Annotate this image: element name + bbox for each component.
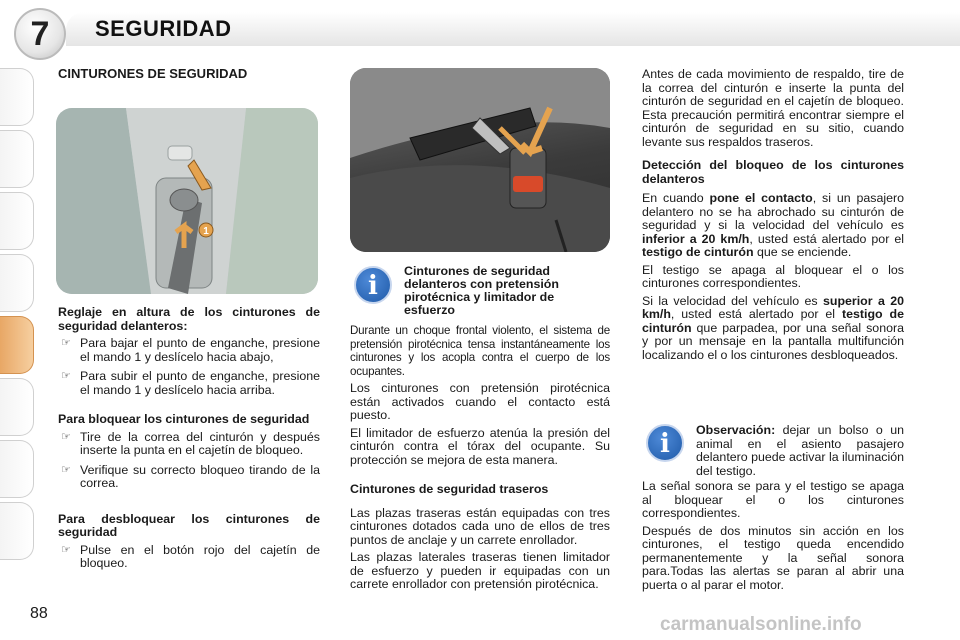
info-icon: i [354, 266, 392, 304]
photo-belt-height-adjuster-drawing [56, 108, 318, 294]
watermark: carmanualsonline.info [660, 614, 862, 635]
page-number: 88 [30, 605, 48, 622]
chapter-tab-active[interactable] [0, 316, 34, 374]
chapter-number: 7 [14, 8, 66, 60]
observation-note: Observación: dejar un bolso o un animal en el asiento pasajero delantero puede activar la iluminación del testigo. [696, 423, 905, 478]
pointer-hand-icon: ☞ [61, 463, 71, 476]
paragraph: Antes de cada movimiento de respaldo, tire de la correa del cinturón e inserte la punta del cinturón de seguridad en el cajetín de bloqueo. Esta precaución permitirá encontrar siempre el cinturón de seguridad en su sitio, cuando levante sus respaldos traseros. [642, 67, 904, 149]
column-right-bottom [642, 480, 904, 596]
info-title-pretensioner: Cinturones de seguridad delanteros con pretensión pirotécnica y limitador de esfuerzo [404, 264, 559, 317]
list-item: ☞ Para subir el punto de enganche, presione el mando 1 y deslícelo hacia arriba. [61, 369, 320, 397]
chapter-tab[interactable] [0, 440, 34, 498]
paragraph: La señal sonora se para y el testigo se apaga al bloquear el o los cinturones correspondientes. [642, 479, 904, 520]
paragraph: En cuando pone el contacto, si un pasajero delantero no se ha abrochado su cinturón de seguridad y si la velocidad del vehículo es inferior a 20 km/h, usted está alertado por el testigo de cinturón que se enciende. [642, 191, 905, 259]
paragraph: Si la velocidad del vehículo es superior a 20 km/h, usted está alertado por el testigo de cinturón que parpadea, por una señal sonora y por un mensaje en la pantalla multifunción localizando el o los cinturones desbloqueados. [642, 293, 904, 362]
section-title: CINTURONES DE SEGURIDAD [58, 66, 248, 81]
paragraph: El testigo se apaga al bloquear el o los cinturones correspondientes. [642, 262, 904, 290]
chapter-tab[interactable] [0, 378, 34, 436]
page-title: SEGURIDAD [95, 16, 232, 41]
photo-belt-buckle [350, 68, 610, 252]
list-item: ☞ Pulse en el botón rojo del cajetín de bloqueo. [61, 542, 320, 570]
heading-height-adjust: Reglaje en altura de los cinturones de seguridad delanteros: [58, 305, 320, 333]
info-icon: i [646, 424, 684, 462]
pointer-hand-icon: ☞ [61, 543, 71, 556]
paragraph: Después de dos minutos sin acción en los cinturones, el testigo queda encendido permanentemente y la señal sonora para.Todas las alertas se paran al abrir una puerta o al parar el motor. [642, 523, 904, 592]
column-middle [350, 324, 610, 596]
list-item: ☞ Tire de la correa del cinturón y después inserte la punta en el cajetín de bloqueo. [61, 429, 320, 457]
list-item: ☞ Para bajar el punto de enganche, presione el mando 1 y deslícelo hacia abajo, [61, 336, 320, 364]
paragraph: El limitador de esfuerzo atenúa la presión del cinturón contra el tórax del ocupante. Su protección se mejora de esta manera. [350, 425, 610, 467]
chapter-tab[interactable] [0, 192, 34, 250]
paragraph: Los cinturones con pretensión pirotécnica están activados cuando el contacto está puesto. [350, 381, 610, 422]
heading-lock-belts: Para bloquear los cinturones de seguridad [58, 412, 310, 426]
photo-belt-buckle-drawing [350, 68, 610, 252]
chapter-tab[interactable] [0, 68, 34, 126]
chapter-tab[interactable] [0, 130, 34, 188]
pointer-hand-icon: ☞ [61, 337, 71, 349]
chapter-tab[interactable] [0, 502, 34, 560]
paragraph: Durante un choque frontal violento, el sistema de pretensión pirotécnica tensa instantáneamente los cinturones y los acopla contra el cuerpo de los ocupantes. [350, 324, 610, 378]
heading-unlock-belts: Para desbloquear los cinturones de seguridad [58, 511, 320, 539]
photo-belt-height-adjuster [56, 108, 318, 294]
heading-rear-belts: Cinturones de seguridad traseros [350, 482, 549, 496]
pointer-hand-icon: ☞ [61, 430, 71, 443]
column-left [58, 306, 320, 577]
pointer-hand-icon: ☞ [61, 370, 71, 382]
chapter-tabs [0, 40, 46, 600]
heading-belt-detection: Detección del bloqueo de los cinturones delanteros [642, 158, 904, 186]
paragraph: Las plazas traseras están equipadas con tres cinturones dotados cada uno de ellos de tres puntos de anclaje y un carrete enrollador. [350, 505, 610, 547]
column-right [642, 68, 904, 366]
chapter-tab[interactable] [0, 254, 34, 312]
list-item: ☞ Verifique su correcto bloqueo tirando de la correa. [61, 462, 320, 490]
paragraph: Las plazas laterales traseras tienen limitador de esfuerzo y pueden ir equipadas con un carrete enrollador con pretensión pirotécnica. [350, 550, 610, 591]
callout-number-1: 1 [203, 226, 209, 237]
